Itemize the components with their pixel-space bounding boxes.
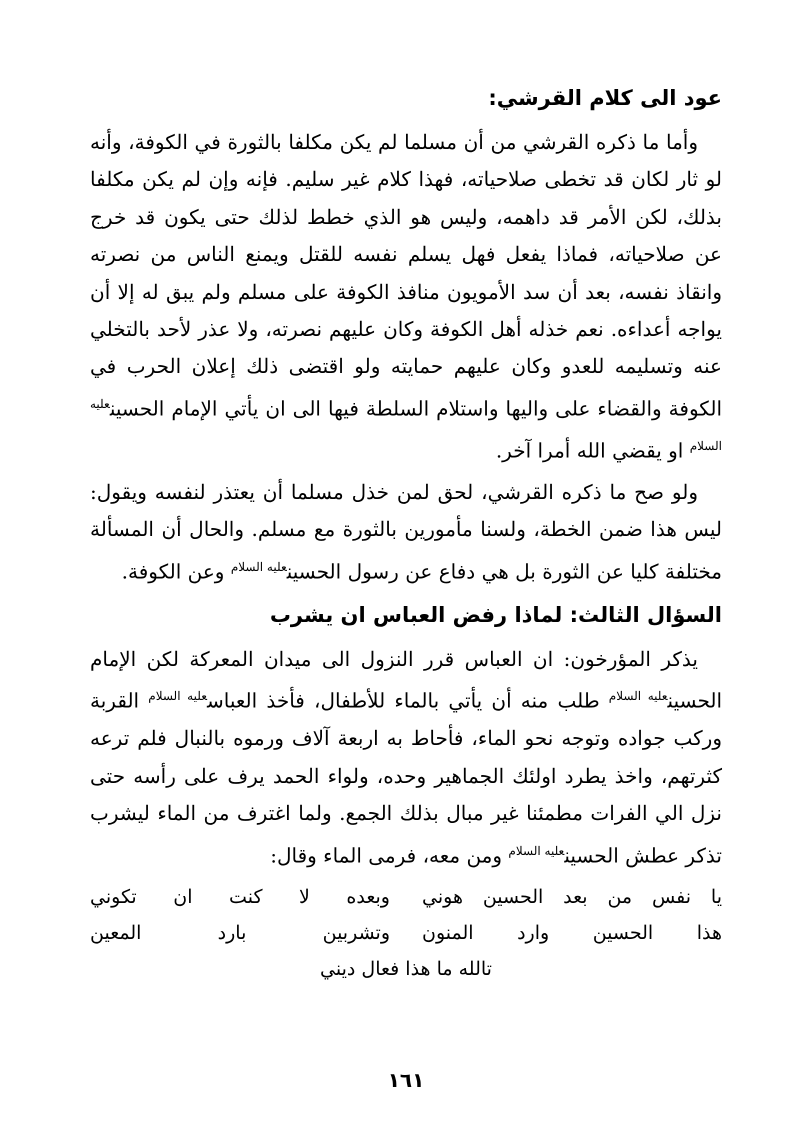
- section-heading-question-three: السؤال الثالث: لماذا رفض العباس ان يشرب: [269, 602, 722, 627]
- poem-hemistich: وتشربين بارد المعين: [90, 921, 390, 944]
- poem-block: [90, 879, 722, 987]
- honorific-mark: عليه السلام: [90, 396, 722, 453]
- poem-verse-1: [90, 879, 722, 915]
- paragraph-1-end: او يقضي الله أمرا آخر.: [495, 438, 684, 463]
- poem-verse-3: تالله ما هذا فعال ديني: [320, 957, 492, 980]
- paragraph-3-text-a: يذكر المؤرخون: ان العباس قرر النزول الى ميدان المعركة لكن الإمام الحسين: [90, 646, 723, 713]
- honorific-mark: عليه السلام: [508, 843, 565, 858]
- paragraph-1-text: وأما ما ذكره القرشي من أن مسلما لم يكن مكلفا بالثورة في الكوفة، وأنه لو ثار لكان قد تخطى صلاحياته، فهذا كلام غير سليم. فإنه وإن لم يكن مكلفا بذلك، لكن الأمر قد داهمه، وليس هو الذي خطط لذلك حتى يكون قد خرج عن صلاحياته، فماذا يفعل فهل يسلم نفسه للقتل ويمنع الناس من نصرته وانقاذ نفسه، بعد أن سد الأمويون منافذ الكوفة على مسلم ولم يبق له إلا أن يواجه أعداءه. نعم خذله أهل الكوفة وكان عليهم نصرته، ولا عذر لأحد بالتخلي عنه وتسليمه للعدو وكان عليهم حمايته ولو اقتضى ذلك إعلان الحرب في الكوفة والقضاء على واليها واستلام السلطة فيها الى ان يأتي الإمام: [90, 130, 722, 421]
- book-page: [90, 78, 722, 1088]
- section-heading-qurashi: عود الى كلام القرشي:: [488, 86, 722, 110]
- poem-hemistich: يا نفس من بعد الحسين هوني: [422, 885, 722, 908]
- poem-hemistich: وبعده لا كنت ان تكوني: [90, 885, 390, 908]
- honorific-mark: عليه السلام: [608, 689, 668, 704]
- paragraph-2: [90, 474, 722, 591]
- page-number: ١٦١: [387, 1068, 425, 1092]
- poem-hemistich: هذا الحسين وارد المنون: [422, 921, 722, 944]
- poem-verse-2: [90, 915, 722, 951]
- paragraph-3-text-d: ومن معه، فرمى الماء وقال:: [270, 843, 503, 868]
- honorific-mark: عليه السلام: [148, 689, 207, 704]
- paragraph-3-text-c: القربة وركب جواده وتوجه نحو الماء، فأحاط به اربعة آلاف ورموه بالنبال فلم ترعه كثرتهم، واخذ يطرد اولئك الجماهير وحده، ولواء الحمد يرف على رأسه حتى نزل الي الفرات مطمئنا غير مبال بذلك الجمع. ولما اغترف من الماء ليشرب تذكر عطش الحسين: [90, 688, 722, 868]
- paragraph-2-text: ولو صح ما ذكره القرشي، لحق لمن خذل مسلما أن يعتذر لنفسه ويقول: ليس هذا ضمن الخطة، ولسنا مأمورين بالثورة مع مسلم. والحال أن المسألة مختلفة كليا عن الثورة بل هي دفاع عن رسول الحسين: [90, 479, 722, 584]
- paragraph-3: [90, 641, 722, 875]
- paragraph-1-name: الحسين: [109, 396, 165, 421]
- paragraph-2-end: وعن الكوفة.: [121, 559, 225, 584]
- paragraph-3-text-b: طلب منه أن يأتي بالماء للأطفال، فأخذ العباس: [207, 688, 600, 713]
- paragraph-1: [90, 124, 722, 470]
- honorific-mark: عليه السلام: [230, 559, 287, 574]
